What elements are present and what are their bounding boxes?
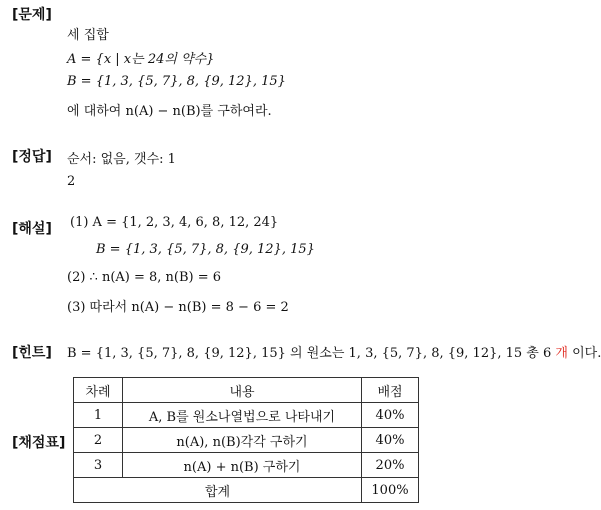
hint-highlight: 개 xyxy=(555,346,568,361)
rubric-cell-content: n(A), n(B)각각 구하기 xyxy=(123,428,362,453)
rubric-cell-content: n(A) + n(B) 구하기 xyxy=(123,453,362,478)
rubric-total-label: 합계 xyxy=(74,478,362,503)
explanation-line-4: (3) 따라서 n(A) − n(B) = 8 − 6 = 2 xyxy=(67,300,289,315)
rubric-cell-order: 1 xyxy=(74,403,123,428)
explanation-line-1: (1) A = {1, 2, 3, 4, 6, 8, 12, 24} xyxy=(70,215,279,230)
problem-line-4: 에 대하여 n(A) − n(B)를 구하여라. xyxy=(67,104,272,119)
explanation-line-3: (2) ∴ n(A) = 8, n(B) = 6 xyxy=(67,270,222,285)
rubric-total-row xyxy=(74,478,419,503)
answer-line-2: 2 xyxy=(67,174,76,189)
rubric-row xyxy=(74,403,419,428)
rubric-header-order: 차례 xyxy=(74,378,123,403)
rubric-tag: [채점표] xyxy=(12,435,66,451)
rubric-header-content: 내용 xyxy=(123,378,362,403)
rubric-cell-order: 3 xyxy=(74,453,123,478)
rubric-header-score: 배점 xyxy=(362,378,419,403)
hint-tag: [힌트] xyxy=(12,345,52,361)
rubric-header-row xyxy=(74,378,419,403)
rubric-table xyxy=(73,377,419,503)
rubric-cell-score: 40% xyxy=(362,403,419,428)
problem-tag: [문제] xyxy=(12,7,52,23)
explanation-line-2: B = {1, 3, {5, 7}, 8, {9, 12}, 15} xyxy=(96,242,315,257)
answer-line-1: 순서: 없음, 갯수: 1 xyxy=(67,152,176,167)
rubric-cell-order: 2 xyxy=(74,428,123,453)
explanation-tag: [해설] xyxy=(12,221,52,237)
answer-tag: [정답] xyxy=(12,149,52,165)
rubric-cell-score: 20% xyxy=(362,453,419,478)
hint-line xyxy=(67,342,601,361)
problem-line-2: A = {x | x는 24의 약수} xyxy=(67,52,215,67)
hint-text-after: 이다. xyxy=(567,346,601,361)
rubric-row xyxy=(74,428,419,453)
hint-text-before: B = {1, 3, {5, 7}, 8, {9, 12}, 15} 의 원소는 1, 3, {5, 7}, 8, {9, 12}, 15 총 6 xyxy=(67,346,556,361)
problem-line-1: 세 집합 xyxy=(67,28,109,43)
rubric-cell-content: A, B를 원소나열법으로 나타내기 xyxy=(123,403,362,428)
rubric-total-value: 100% xyxy=(362,478,419,503)
rubric-cell-score: 40% xyxy=(362,428,419,453)
problem-line-3: B = {1, 3, {5, 7}, 8, {9, 12}, 15} xyxy=(67,74,286,89)
rubric-row xyxy=(74,453,419,478)
